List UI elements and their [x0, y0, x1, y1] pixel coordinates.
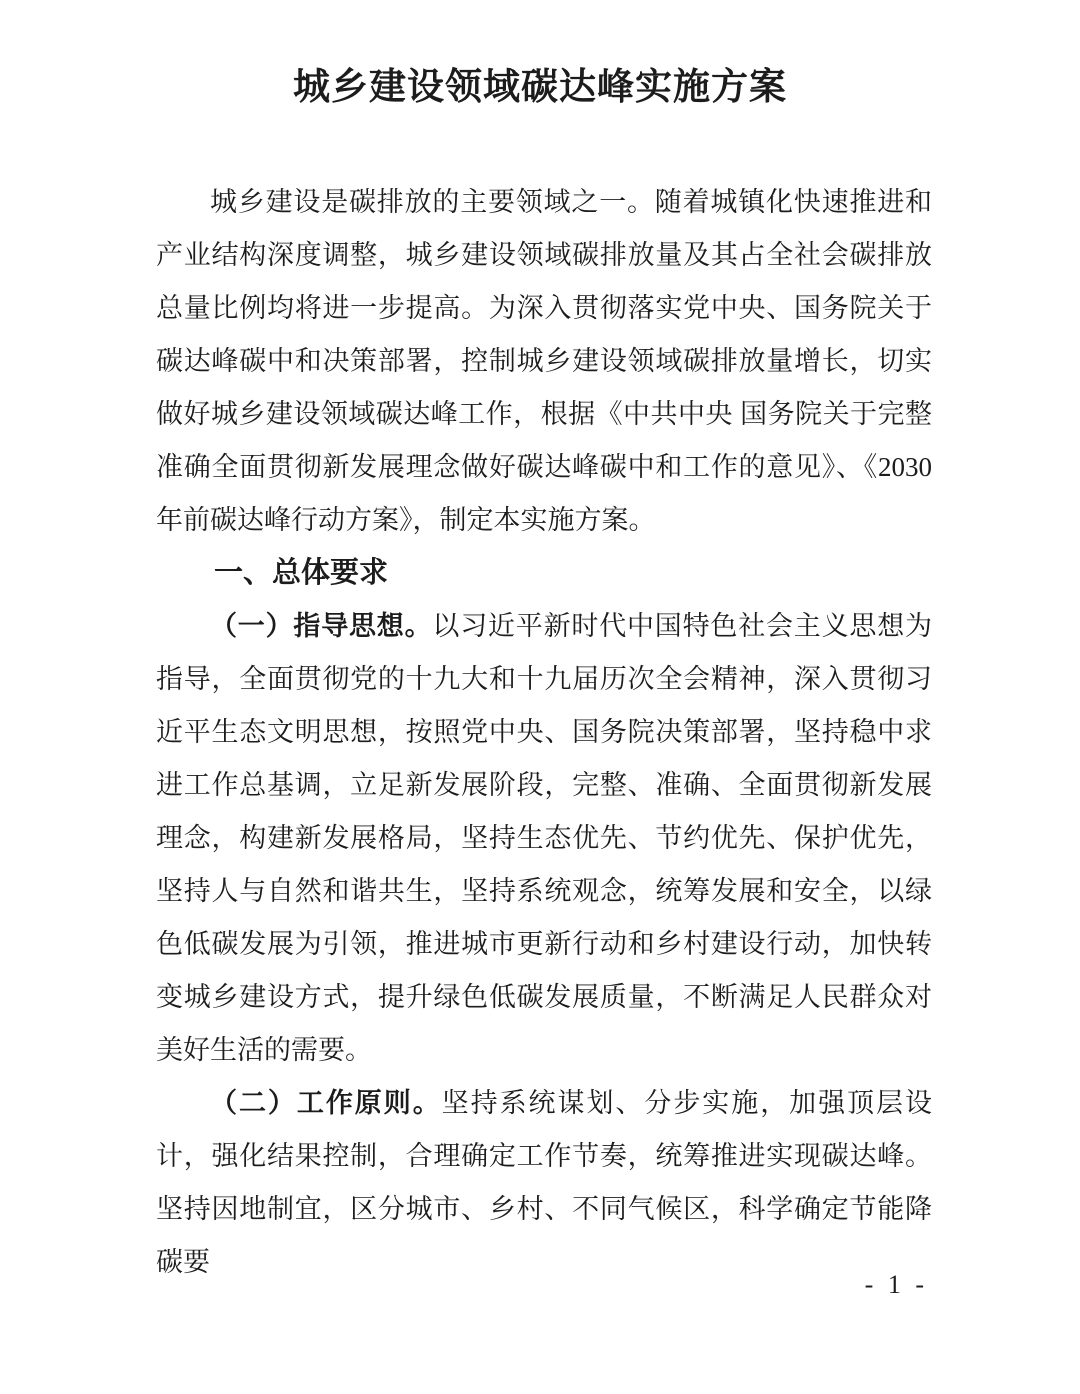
text-run: 城乡建设是碳排放的主要领域之一。随着城镇化快速推进和产业结构深度调整，城乡建设领域碳排放量及其占全社会碳排放总量比例均将进一步提高。为深入贯彻落实党中央、国务院关于碳达峰碳中和决策部署，控制城乡建设领域碳排放量增长，切实做好城乡建设领域碳达峰工作，根据《中共中央 国务院关于完整准确全面贯彻新发展理念做好碳达峰碳中和工作的意见》、《2030年前碳达峰行动方案》，制定本实施方案。 [156, 187, 932, 535]
page-number: - 1 - [864, 1270, 928, 1299]
section-heading [156, 547, 932, 600]
document-title: 城乡建设领域碳达峰实施方案 [293, 67, 787, 108]
text-run: 以习近平新时代中国特色社会主义思想为指导，全面贯彻党的十九大和十九届历次全会精神，深入贯彻习近平生态文明思想，按照党中央、国务院决策部署，坚持稳中求进工作总基调，立足新发展阶段，完整、准确、全面贯彻新发展理念，构建新发展格局，坚持生态优先、节约优先、保护优先，坚持人与自然和谐共生，坚持系统观念，统筹发展和安全，以绿色低碳发展为引领，推进城市更新行动和乡村建设行动，加快转变城乡建设方式，提升绿色低碳发展质量，不断满足人民群众对美好生活的需要。 [156, 611, 933, 1065]
document-body [156, 176, 932, 1289]
text-run: （一）指导思想。 [210, 611, 433, 641]
paragraph [156, 176, 932, 547]
paragraph [156, 600, 932, 1077]
text-run: （二）工作原则。 [210, 1088, 442, 1118]
text-run: 一、总体要求 [214, 557, 389, 589]
paragraph [156, 1077, 932, 1289]
text-run: 坚持系统谋划、分步实施，加强顶层设计，强化结果控制，合理确定工作节奏，统筹推进实现碳达峰。坚持因地制宜，区分城市、乡村、不同气候区，科学确定节能降碳要 [156, 1088, 933, 1277]
